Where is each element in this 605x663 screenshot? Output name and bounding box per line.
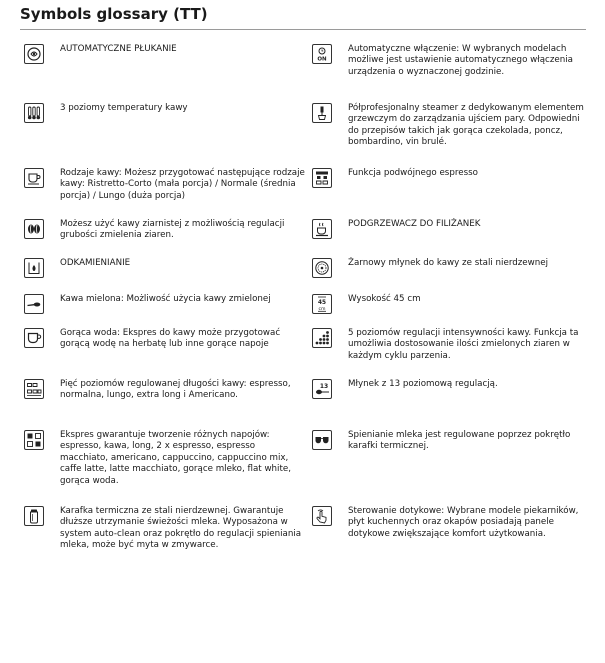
grinder-13-icon xyxy=(312,379,332,399)
glossary-text: Automatyczne włączenie: W wybranych modelach możliwe jest ustawienie automatycznego włączenia urządzenia o wyznaczonej godzinie. xyxy=(348,44,573,77)
descaling-icon xyxy=(24,258,44,278)
glossary-text: AUTOMATYCZNE PŁUKANIE xyxy=(60,44,177,54)
glossary-text: Młynek z 13 poziomową regulacją. xyxy=(348,379,498,389)
coffee-beans-icon xyxy=(24,219,44,239)
svg-text:cm: cm xyxy=(318,307,326,312)
hot-water-cup-icon xyxy=(24,328,44,348)
glossary-text: Gorąca woda: Ekspres do kawy może przygotować gorącą wodę na herbatę lub inne gorące napoje xyxy=(60,328,281,350)
ground-coffee-spoon-icon xyxy=(24,294,44,314)
glossary-text: Spienianie mleka jest regulowane poprzez pokrętło karafki termicznej. xyxy=(348,430,571,452)
glossary-text: Ekspres gwarantuje tworzenie różnych napojów: espresso, kawa, long, 2 x espresso, espresso macchiato, americano, cappuccino, cappuccino mix, caffe latte, latte macchiato, gorące mleko, flat white, gorąca woda. xyxy=(60,430,291,486)
burr-grinder-icon xyxy=(312,258,332,278)
glossary-text: Funkcja podwójnego espresso xyxy=(348,168,478,178)
glossary-text: Półprofesjonalny steamer z dedykowanym elementem grzewczym do zarządzania ujściem pary. Odpowiedni do przepisów takich jak gorąca czekolada, poncz, bombardino, vin brulé. xyxy=(348,103,584,148)
glossary-text: Rodzaje kawy: Możesz przygotować następujące rodzaje kawy: Ristretto-Corto (mała porcja) / Normale (średnia porcja) / Lungo (duża porcja) xyxy=(60,168,305,201)
drinks-variety-icon xyxy=(24,430,44,450)
glossary-text: Karafka termiczna ze stali nierdzewnej. Gwarantuje dłuższe utrzymanie świeżości mleka. Wyposażona w system auto-clean oraz pokrętło do regulacji spieniania mleka, może być myta w zmywarce. xyxy=(60,506,302,551)
height-45cm-icon xyxy=(312,294,332,314)
milk-froth-icon xyxy=(312,430,332,450)
glossary-text: Wysokość 45 cm xyxy=(348,294,421,304)
thermometers-icon xyxy=(24,103,44,123)
timer-on-icon xyxy=(312,44,332,64)
glossary-text: 5 poziomów regulacji intensywności kawy. Funkcja ta umożliwia dostosowanie ilości zmielonych ziaren w każdym cyklu parzenia. xyxy=(348,328,579,361)
glossary-text: Pięć poziomów regulowanej długości kawy: espresso, normalna, lungo, extra long i Americano. xyxy=(60,379,291,401)
glossary-text: Możesz użyć kawy ziarnistej z możliwością regulacji grubości zmielenia ziaren. xyxy=(60,219,285,241)
rinse-icon xyxy=(24,44,44,64)
glossary-text: Kawa mielona: Możliwość użycia kawy zmielonej xyxy=(60,294,271,304)
cup-sizes-icon xyxy=(24,379,44,399)
intensity-levels-icon xyxy=(312,328,332,348)
cup-warmer-icon xyxy=(312,219,332,239)
steamer-icon xyxy=(312,103,332,123)
glossary-text: Sterowanie dotykowe: Wybrane modele piekarników, płyt kuchennych oraz okapów posiadają panele dotykowe zwiększające komfort użytkowania. xyxy=(348,506,579,539)
thermal-carafe-icon xyxy=(24,506,44,526)
coffee-cup-icon xyxy=(24,168,44,188)
title-divider xyxy=(20,29,586,30)
glossary-text: PODGRZEWACZ DO FILIŻANEK xyxy=(348,219,481,229)
glossary-text: ODKAMIENIANIE xyxy=(60,258,131,268)
touch-control-icon xyxy=(312,506,332,526)
svg-text:45: 45 xyxy=(317,300,327,306)
double-espresso-icon xyxy=(312,168,332,188)
glossary-text: Żarnowy młynek do kawy ze stali nierdzewnej xyxy=(348,258,549,268)
svg-text:13: 13 xyxy=(319,383,329,390)
glossary-text: 3 poziomy temperatury kawy xyxy=(60,103,188,113)
svg-text:ON: ON xyxy=(317,56,327,62)
page-title: Symbols glossary (TT) xyxy=(20,5,208,23)
